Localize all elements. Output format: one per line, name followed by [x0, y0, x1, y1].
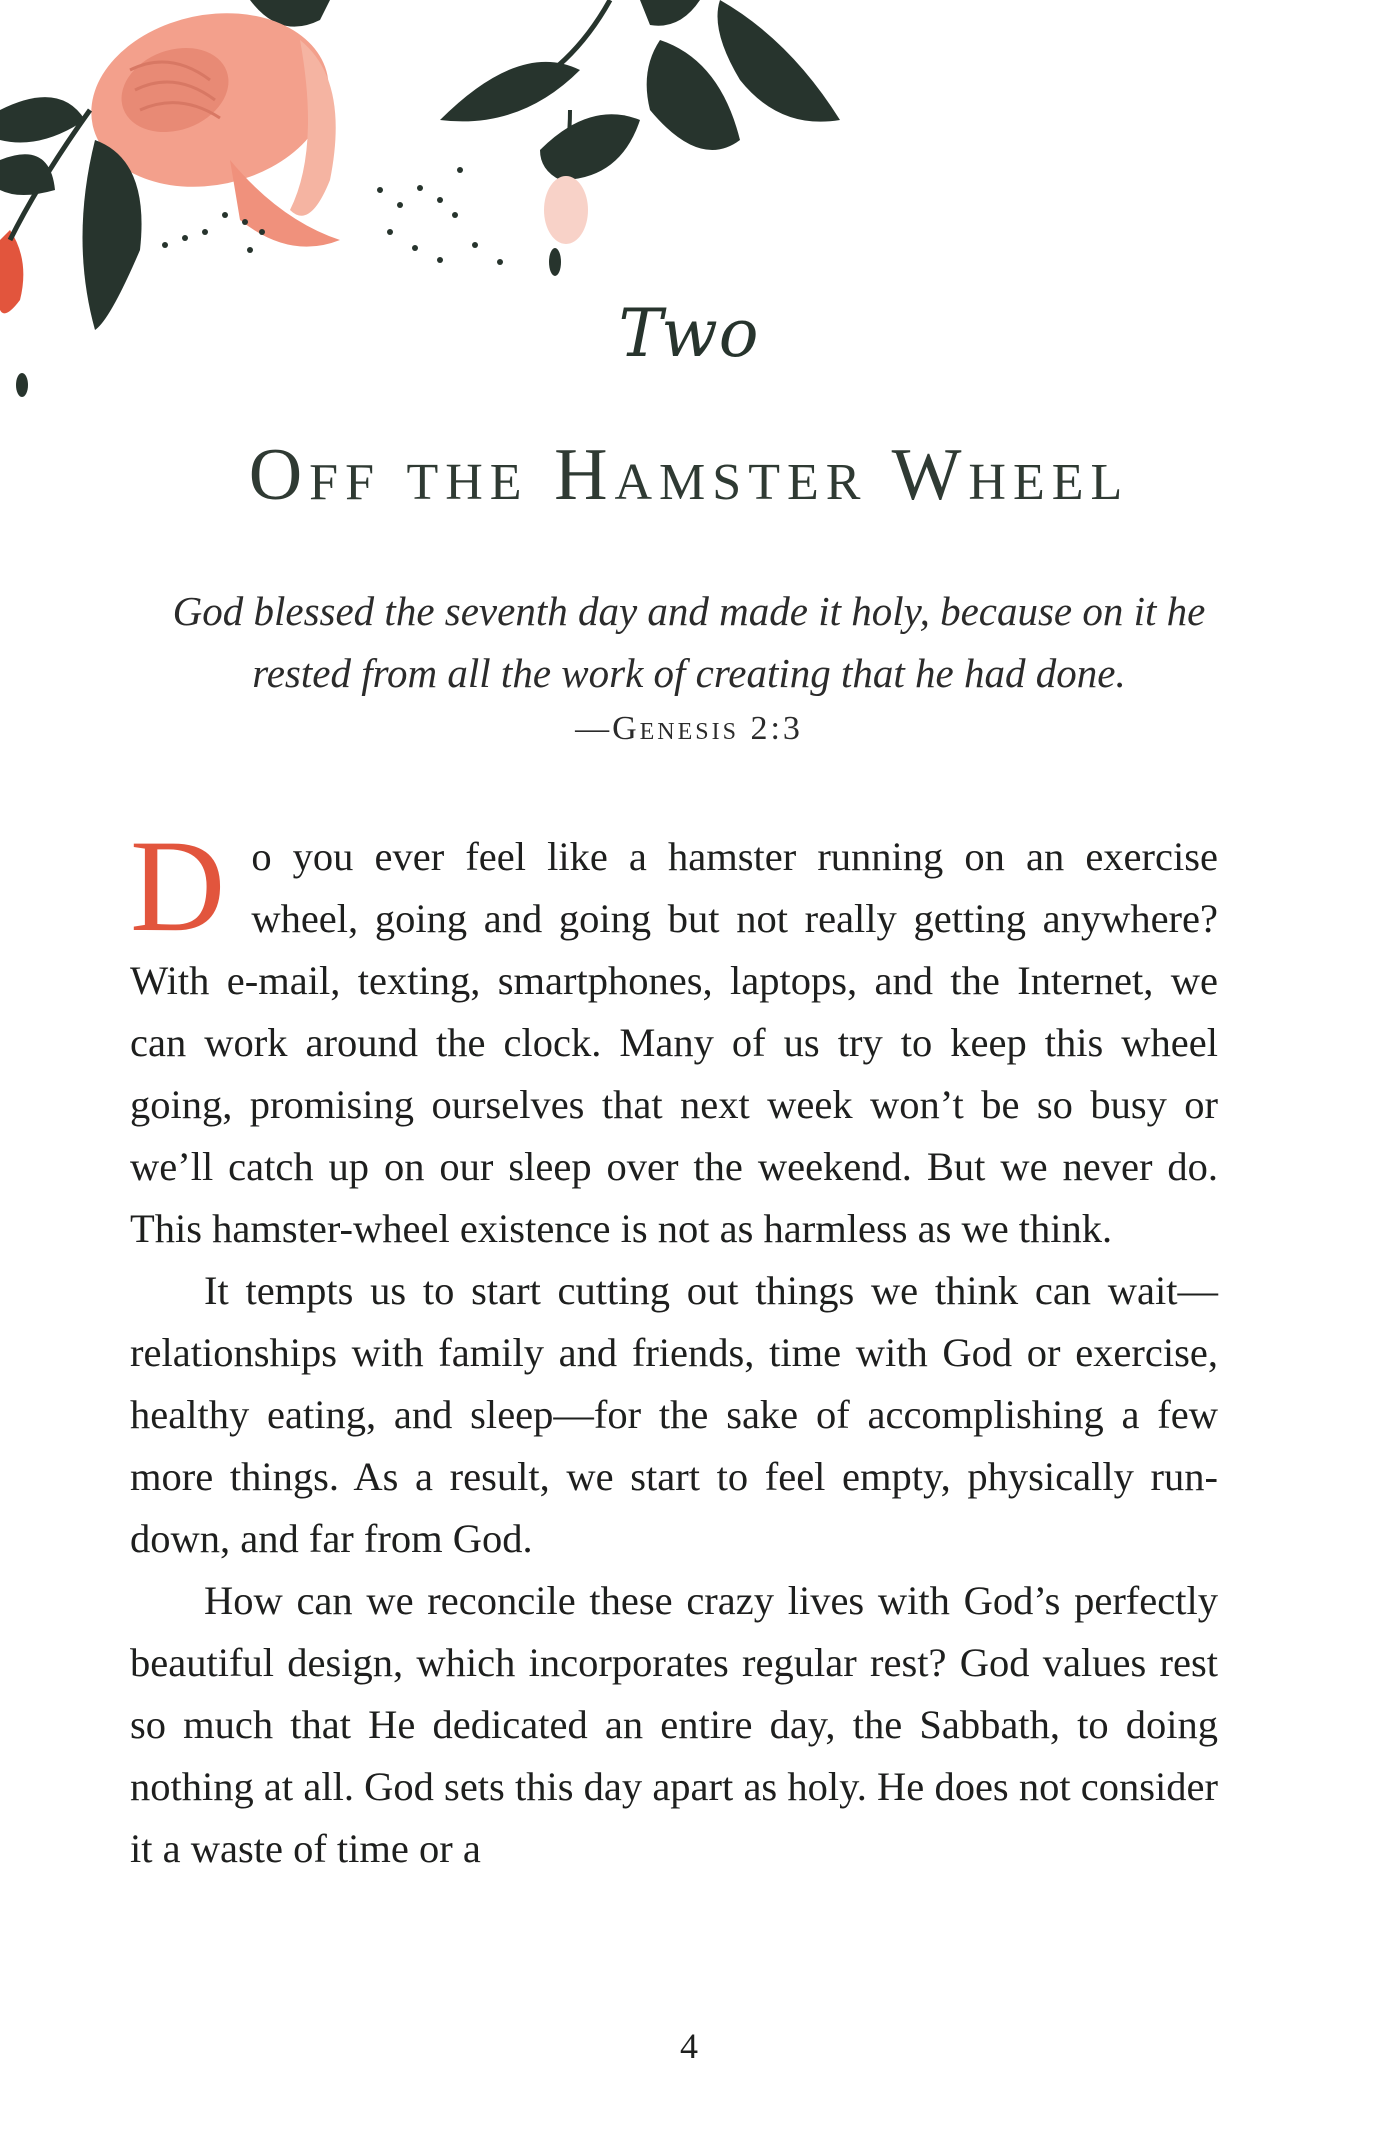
body-paragraph: How can we reconcile these crazy lives with God’s perfectly beautiful design, which incorporates regular rest? God values rest so much that He dedicated an entire day, the Sabbath, to doing nothing at all. God sets this day apart as holy. He does not consider it a waste of time or a — [130, 1578, 1218, 1871]
chapter-title: Off the Hamster Wheel — [248, 434, 1130, 516]
page-number: 4 — [680, 2026, 698, 2066]
body-paragraph: It tempts us to start cutting out things we think can wait—relationships with family and friends, time with God or exercise, healthy eating, and sleep—for the sake of accomplishing a few more things. As a result, we start to feel empty, physically run-down, and far from God. — [130, 1268, 1218, 1561]
drop-cap: D — [130, 812, 226, 959]
paragraph-text: o you ever feel like a hamster running on an exercise wheel, going and going but not really getting anywhere? With e-mail, texting, smartphones, laptops, and the Internet, we can work around the clock. Many of us try to keep this wheel going, promising ourselves that next week won’t be so busy or we’ll catch up on our sleep over the weekend. But we never do. This hamster-wheel existence is not as harmless as we think. — [130, 834, 1218, 1251]
chapter-body — [130, 812, 1218, 1880]
epigraph-quote: God blessed the seventh day and made it holy, because on it he rested from all the work of creating that he had done. — [172, 588, 1206, 696]
chapter-number: Two — [618, 295, 760, 372]
epigraph-source: —Genesis 2:3 — [575, 710, 803, 747]
body-paragraph — [130, 812, 1218, 1260]
